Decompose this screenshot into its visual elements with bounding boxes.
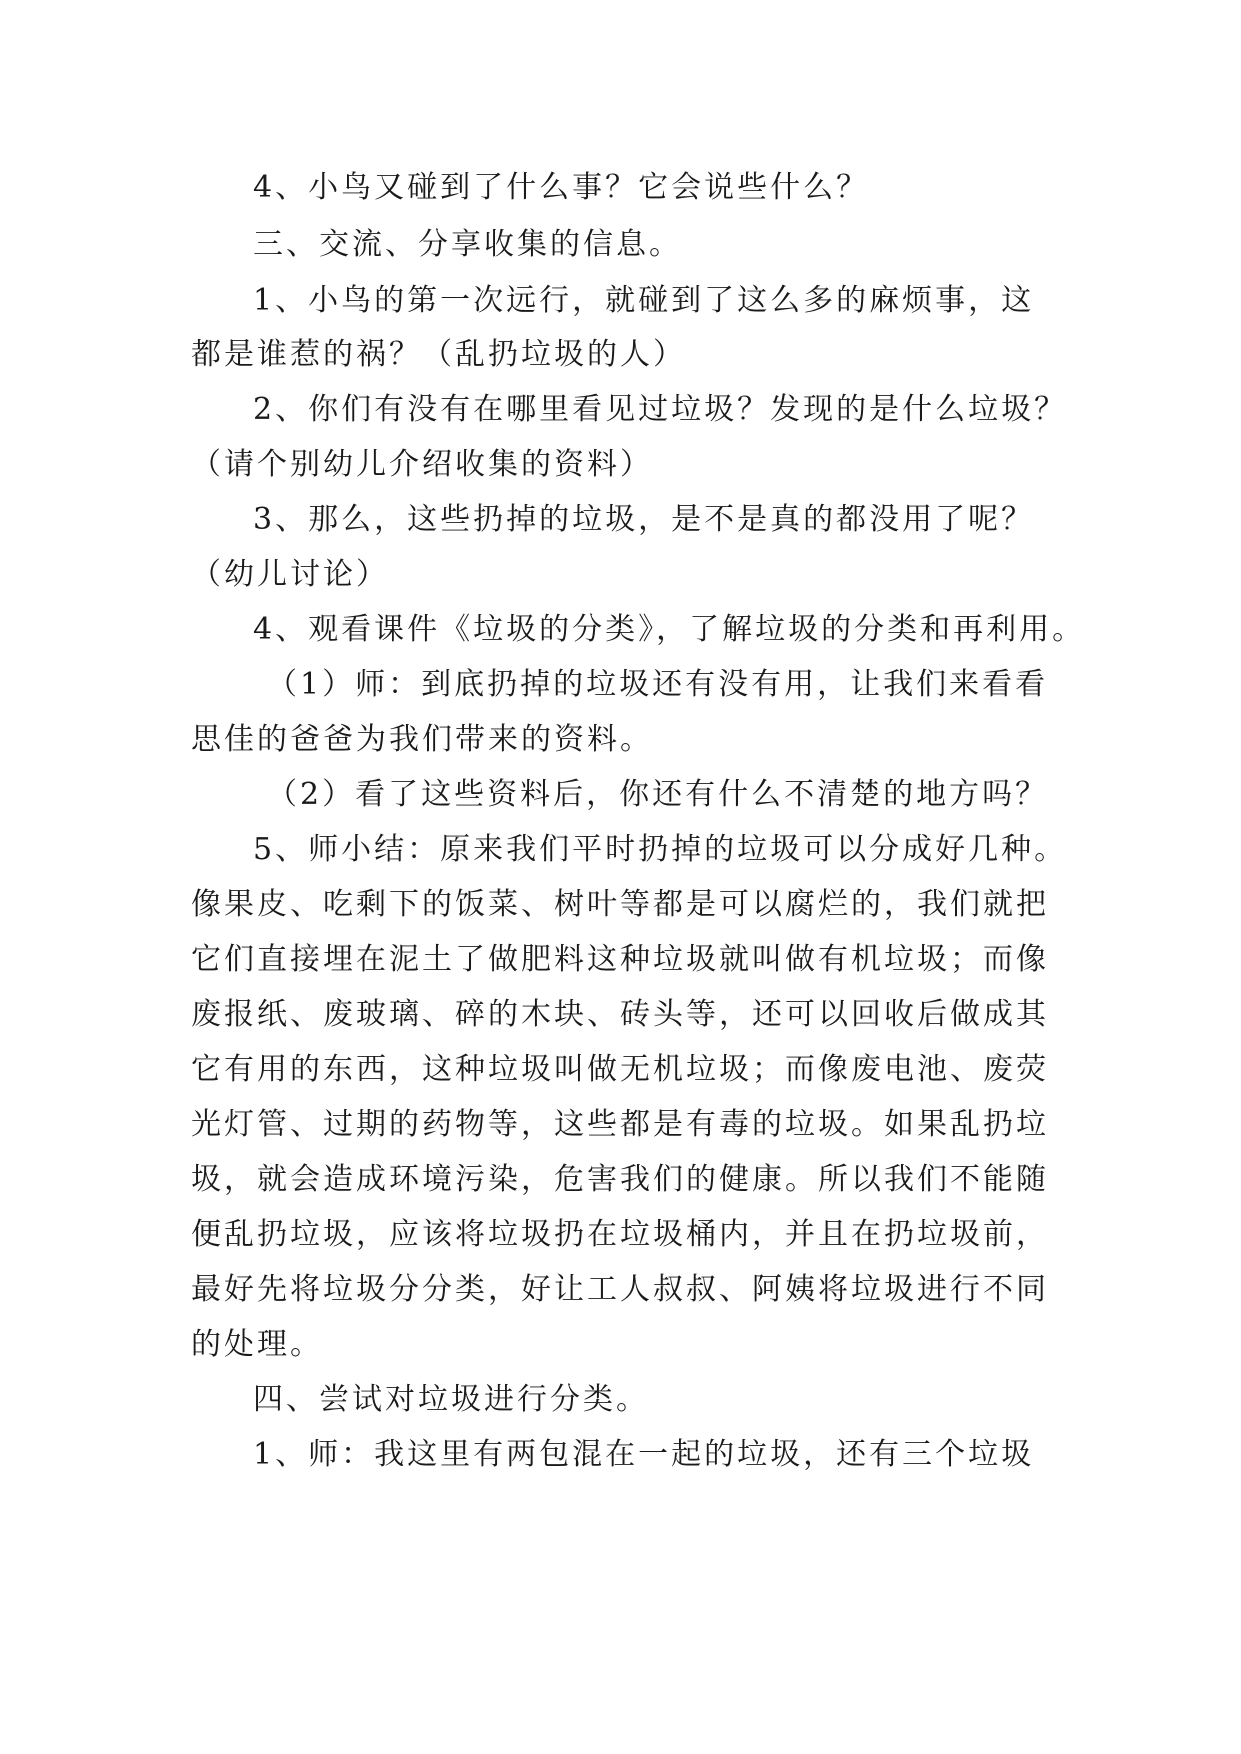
- text-line: 1、小鸟的第一次远行，就碰到了这么多的麻烦事，这: [253, 283, 1035, 318]
- text-line: （请个别幼儿介绍收集的资料）: [191, 447, 653, 482]
- text-line: 废报纸、废玻璃、碎的木块、砖头等，还可以回收后做成其: [191, 997, 1049, 1032]
- text-line: 它们直接埋在泥土了做肥料这种垃圾就叫做有机垃圾；而像: [191, 942, 1049, 977]
- text-line: （1）师：到底扔掉的垃圾还有没有用，让我们来看看: [267, 667, 1049, 702]
- text-line: 1、师：我这里有两包混在一起的垃圾，还有三个垃圾: [253, 1437, 1035, 1472]
- text-line: （2）看了这些资料后，你还有什么不清楚的地方吗？: [267, 777, 1049, 812]
- text-line: 3、那么，这些扔掉的垃圾，是不是真的都没用了呢？: [253, 502, 1035, 537]
- text-line: （幼儿讨论）: [191, 557, 389, 592]
- section-heading: 四、尝试对垃圾进行分类。: [253, 1382, 649, 1417]
- text-line: 4、观看课件《垃圾的分类》，了解垃圾的分类和再利用。: [253, 612, 1086, 647]
- text-line: 思佳的爸爸为我们带来的资料。: [191, 722, 653, 757]
- text-line: 最好先将垃圾分分类，好让工人叔叔、阿姨将垃圾进行不同: [191, 1272, 1049, 1307]
- text-line: 的处理。: [191, 1327, 323, 1362]
- text-line: 它有用的东西，这种垃圾叫做无机垃圾；而像废电池、废荧: [191, 1052, 1049, 1087]
- text-line: 便乱扔垃圾，应该将垃圾扔在垃圾桶内，并且在扔垃圾前，: [191, 1217, 1049, 1252]
- text-line: 2、你们有没有在哪里看见过垃圾？发现的是什么垃圾？: [253, 392, 1068, 427]
- section-heading: 三、交流、分享收集的信息。: [253, 227, 682, 262]
- text-line: 像果皮、吃剩下的饭菜、树叶等都是可以腐烂的，我们就把: [191, 887, 1049, 922]
- text-line: 都是谁惹的祸？（乱扔垃圾的人）: [191, 337, 686, 372]
- text-line: 5、师小结：原来我们平时扔掉的垃圾可以分成好几种。: [253, 832, 1068, 867]
- text-line: 4、小鸟又碰到了什么事？它会说些什么？: [253, 170, 870, 205]
- text-line: 光灯管、过期的药物等，这些都是有毒的垃圾。如果乱扔垃: [191, 1107, 1049, 1142]
- text-line: 圾，就会造成环境污染，危害我们的健康。所以我们不能随: [191, 1162, 1049, 1197]
